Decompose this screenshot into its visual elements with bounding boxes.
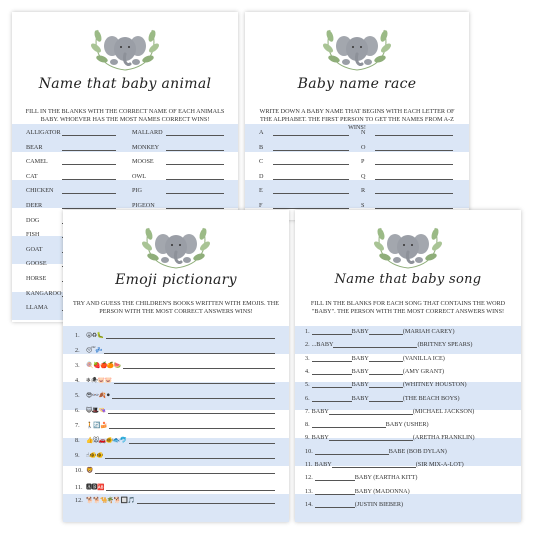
song-text: (JUSTIN BIEBER) <box>354 500 404 508</box>
row-label: ALLIGATOR <box>26 129 61 136</box>
song-artist: (WHITNEY HOUSTON) <box>402 381 467 389</box>
row-label: PIG <box>132 187 142 195</box>
answer-blank[interactable] <box>312 401 352 402</box>
row-label: HORSE <box>26 275 47 282</box>
song-artist: (AMY GRANT) <box>402 367 445 375</box>
row-label: CAT <box>26 172 38 180</box>
row-label: A <box>259 129 264 136</box>
elephant-wreath-icon <box>322 22 392 72</box>
row-label: LLAMA <box>26 304 48 312</box>
song-question-row <box>305 448 511 455</box>
answer-blank[interactable] <box>375 208 453 209</box>
answer-blank[interactable] <box>137 503 275 504</box>
question-number: 8. <box>305 421 310 429</box>
answer-blank[interactable] <box>129 443 275 444</box>
emoji-clue: ❄🕷🐷🐷 <box>86 377 112 384</box>
song-question-row <box>305 395 511 402</box>
emoji-clue: 😺🎩👒 <box>86 407 106 414</box>
answer-row <box>361 158 453 165</box>
emoji-question-row <box>75 437 275 444</box>
song-artist: (MARIAH CAREY) <box>402 328 455 335</box>
answer-row <box>361 144 453 151</box>
song-question-row <box>305 328 511 335</box>
emoji-clue: 🍭🍓🍎🍊🍉 <box>86 362 121 369</box>
row-label: MALLARD <box>132 129 163 136</box>
answer-blank[interactable] <box>383 347 417 348</box>
song-question-row <box>305 461 511 468</box>
card-instructions: FILL IN THE BLANKS WITH THE CORRECT NAME OF EACH ANIMALS BABY. WHOEVER HAS THE MOST NAMES CORRECT WINS! <box>25 108 225 123</box>
question-number: 13. <box>305 487 313 495</box>
elephant-wreath-icon <box>90 22 160 72</box>
answer-blank[interactable] <box>369 401 403 402</box>
answer-row <box>26 173 116 180</box>
song-artist: (ARETHA FRANKLIN) <box>412 434 475 442</box>
answer-row <box>26 129 116 136</box>
row-label: P <box>361 158 365 166</box>
question-number: 4. <box>75 377 80 384</box>
answer-row <box>26 187 116 194</box>
question-number: 5. <box>305 381 310 389</box>
card-instructions: TRY AND GUESS THE CHILDREN'S BOOKS WRITTEN WITH EMOJIS. THE PERSON WITH THE MOST CORRECT ANSWERS WINS! <box>73 300 279 315</box>
row-label: CAMEL <box>26 158 48 166</box>
answer-blank[interactable] <box>329 414 379 415</box>
baby-name-race-card <box>245 12 469 220</box>
emoji-clue: 🐕🐕🐪🌴🐕🔲🎵 <box>86 497 135 504</box>
row-label: O <box>361 143 366 151</box>
answer-blank[interactable] <box>369 361 403 362</box>
song-artist: BABY (USHER) <box>385 421 429 429</box>
answer-row <box>259 158 349 165</box>
question-number: 4. <box>305 367 310 375</box>
answer-blank[interactable] <box>166 150 224 151</box>
emoji-question-row <box>75 347 275 354</box>
song-text: BABY <box>314 461 332 468</box>
answer-blank[interactable] <box>312 427 352 428</box>
song-text: BABY <box>311 434 329 442</box>
answer-blank[interactable] <box>166 179 224 180</box>
row-label: R <box>361 187 366 195</box>
question-number: 7. <box>305 407 310 415</box>
song-question-row <box>305 434 511 441</box>
answer-blank[interactable] <box>62 135 116 136</box>
song-question-row <box>305 368 511 375</box>
answer-blank[interactable] <box>273 208 349 209</box>
answer-blank[interactable] <box>106 490 275 491</box>
answer-row <box>259 187 349 194</box>
answer-blank[interactable] <box>312 387 352 388</box>
song-question-row <box>305 474 511 481</box>
row-label: OWL <box>132 172 147 180</box>
question-number: 11. <box>305 461 313 468</box>
answer-row <box>361 202 453 209</box>
card-title: Name that baby song <box>334 272 482 287</box>
question-number: 1. <box>305 328 310 335</box>
row-label: GOOSE <box>26 260 47 268</box>
answer-blank[interactable] <box>352 427 386 428</box>
song-artist: (THE BEACH BOYS) <box>402 394 460 402</box>
answer-blank[interactable] <box>62 193 116 194</box>
question-number: 2. <box>75 347 80 354</box>
answer-blank[interactable] <box>315 494 355 495</box>
elephant-wreath-icon <box>373 220 443 270</box>
answer-row <box>259 129 349 136</box>
answer-blank[interactable] <box>379 414 413 415</box>
answer-blank[interactable] <box>112 398 275 399</box>
row-label: Q <box>361 172 366 180</box>
question-number: 5. <box>75 392 80 399</box>
answer-row <box>259 144 349 151</box>
answer-row <box>259 173 349 180</box>
song-text: BABY <box>311 407 329 415</box>
emoji-question-row <box>75 377 275 384</box>
question-number: 8. <box>75 437 80 444</box>
emoji-pictionary-card <box>63 210 289 522</box>
row-label: FISH <box>26 231 40 239</box>
card-instructions: WRITE DOWN A BABY NAME THAT BEGINS WITH EACH LETTER OF THE ALPHABET. THE FIRST PERSON TO GET THE NAMES FROM A-Z WINS! <box>259 108 455 131</box>
song-text: BABY (MADONNA) <box>354 487 410 495</box>
emoji-clue: 😎👓🍂⚫ <box>86 392 111 399</box>
answer-blank[interactable] <box>315 454 355 455</box>
song-text: BABY <box>351 328 369 335</box>
answer-blank[interactable] <box>62 164 116 165</box>
question-number: 14. <box>305 500 313 508</box>
emoji-clue: 🅰🅱🆎 <box>86 484 104 491</box>
answer-blank[interactable] <box>166 164 224 165</box>
row-label: MONKEY <box>132 143 160 151</box>
question-number: 7. <box>75 422 80 429</box>
emoji-clue: 😴💤 <box>86 347 103 354</box>
answer-blank[interactable] <box>312 374 352 375</box>
card-title: Baby name race <box>297 76 417 92</box>
emoji-question-row <box>75 467 275 474</box>
song-question-row <box>305 421 511 428</box>
answer-blank[interactable] <box>105 458 275 459</box>
question-number: 2. <box>305 341 310 349</box>
song-question-row <box>305 488 511 495</box>
question-number: 12. <box>75 497 83 504</box>
row-label: B <box>259 143 264 151</box>
answer-row <box>361 173 453 180</box>
answer-blank[interactable] <box>108 413 275 414</box>
row-label: PIGEON <box>132 202 155 209</box>
answer-blank[interactable] <box>382 467 416 468</box>
answer-blank[interactable] <box>315 507 355 508</box>
question-number: 6. <box>305 394 310 402</box>
row-label: BEAR <box>26 143 43 151</box>
question-number: 11. <box>75 484 83 491</box>
answer-row <box>132 144 224 151</box>
emoji-question-row <box>75 422 275 429</box>
row-label: S <box>361 202 365 209</box>
answer-blank[interactable] <box>333 347 383 348</box>
answer-blank[interactable] <box>375 164 453 165</box>
emoji-question-row <box>75 332 275 339</box>
row-label: GOAT <box>26 245 43 253</box>
emoji-clue: 😜♻🐛 <box>86 332 104 339</box>
song-text: BABY <box>351 381 369 389</box>
answer-row <box>132 158 224 165</box>
row-label: F <box>259 202 263 209</box>
row-label: N <box>361 129 366 136</box>
question-number: 9. <box>305 434 310 442</box>
answer-blank[interactable] <box>166 135 224 136</box>
answer-row <box>259 202 349 209</box>
song-question-row <box>305 381 511 388</box>
answer-blank[interactable] <box>379 440 413 441</box>
answer-row <box>26 144 116 151</box>
song-question-row <box>305 501 511 508</box>
song-text: BABY <box>351 354 369 362</box>
answer-blank[interactable] <box>273 150 349 151</box>
row-label: DOG <box>26 216 40 224</box>
question-number: 1. <box>75 332 80 339</box>
answer-blank[interactable] <box>329 440 379 441</box>
answer-blank[interactable] <box>273 135 349 136</box>
answer-blank[interactable] <box>273 179 349 180</box>
answer-row <box>132 173 224 180</box>
answer-row <box>132 129 224 136</box>
answer-row <box>26 158 116 165</box>
answer-blank[interactable] <box>95 473 275 474</box>
answer-blank[interactable] <box>375 193 453 194</box>
answer-blank[interactable] <box>369 374 403 375</box>
answer-blank[interactable] <box>369 334 403 335</box>
answer-blank[interactable] <box>62 150 116 151</box>
answer-blank[interactable] <box>375 135 453 136</box>
answer-blank[interactable] <box>104 353 275 354</box>
question-number: 6. <box>75 407 80 414</box>
song-text: BABY <box>351 367 369 375</box>
answer-blank[interactable] <box>123 368 275 369</box>
question-number: 10. <box>75 467 83 474</box>
emoji-question-row <box>75 407 275 414</box>
emoji-clue: 🦁 <box>86 467 93 474</box>
answer-blank[interactable] <box>273 164 349 165</box>
song-artist: BABE (BOB DYLAN) <box>388 447 447 455</box>
emoji-question-row <box>75 392 275 399</box>
answer-blank[interactable] <box>312 361 352 362</box>
answer-blank[interactable] <box>273 193 349 194</box>
answer-row <box>361 187 453 194</box>
emoji-question-row <box>75 482 275 491</box>
row-label: CHICKEN <box>26 187 54 195</box>
emoji-clue: 👍🐭🚗🐠🐟🐬 <box>86 437 127 444</box>
answer-blank[interactable] <box>106 338 275 339</box>
row-label: E <box>259 187 263 195</box>
answer-row <box>26 202 116 209</box>
song-artist: (BRITNEY SPEARS) <box>417 341 473 349</box>
emoji-question-row <box>75 497 275 504</box>
answer-blank[interactable] <box>166 208 224 209</box>
question-number: 9. <box>75 452 80 459</box>
answer-row <box>132 187 224 194</box>
answer-blank[interactable] <box>62 179 116 180</box>
answer-blank[interactable] <box>109 428 275 429</box>
question-number: 3. <box>75 362 80 369</box>
answer-row <box>361 129 453 136</box>
emoji-clue: 🚶🔄🍰 <box>86 422 107 429</box>
song-artist: (SIR MIX-A-LOT) <box>415 461 464 468</box>
answer-row <box>132 202 224 209</box>
row-label: MOOSE <box>132 158 154 166</box>
answer-blank[interactable] <box>315 480 355 481</box>
song-question-row <box>305 355 511 362</box>
emoji-clue: ☝🐠🐠 <box>86 452 104 459</box>
question-number: 10. <box>305 447 313 455</box>
answer-blank[interactable] <box>166 193 224 194</box>
song-text: ...BABY <box>311 341 334 349</box>
song-text: BABY (EARTHA KITT) <box>354 474 418 482</box>
song-text: BABY <box>351 394 369 402</box>
answer-blank[interactable] <box>375 179 453 180</box>
baby-song-card <box>295 210 521 522</box>
answer-blank[interactable] <box>355 454 389 455</box>
answer-blank[interactable] <box>114 383 275 384</box>
emoji-question-row <box>75 362 275 369</box>
row-label: D <box>259 172 264 180</box>
song-artist: (MICHAEL JACKSON) <box>412 407 475 415</box>
emoji-question-row <box>75 452 275 459</box>
song-question-row <box>305 408 511 415</box>
card-title: Emoji pictionary <box>115 272 237 288</box>
row-label: DEER <box>26 202 43 209</box>
card-instructions: FILL IN THE BLANKS FOR EACH SONG THAT CONTAINS THE WORD "BABY". THE PERSON WITH THE MOST CORRECT ANSWERS WINS! <box>310 300 506 315</box>
answer-blank[interactable] <box>369 387 403 388</box>
song-artist: (VANILLA ICE) <box>402 354 445 362</box>
song-question-row <box>305 341 511 348</box>
row-label: KANGAROO <box>26 289 62 297</box>
card-title: Name that baby animal <box>38 76 212 92</box>
answer-blank[interactable] <box>332 467 382 468</box>
answer-blank[interactable] <box>62 208 116 209</box>
answer-blank[interactable] <box>312 334 352 335</box>
answer-blank[interactable] <box>375 150 453 151</box>
question-number: 3. <box>305 354 310 362</box>
row-label: C <box>259 158 264 166</box>
elephant-wreath-icon <box>141 220 211 270</box>
question-number: 12. <box>305 474 313 482</box>
